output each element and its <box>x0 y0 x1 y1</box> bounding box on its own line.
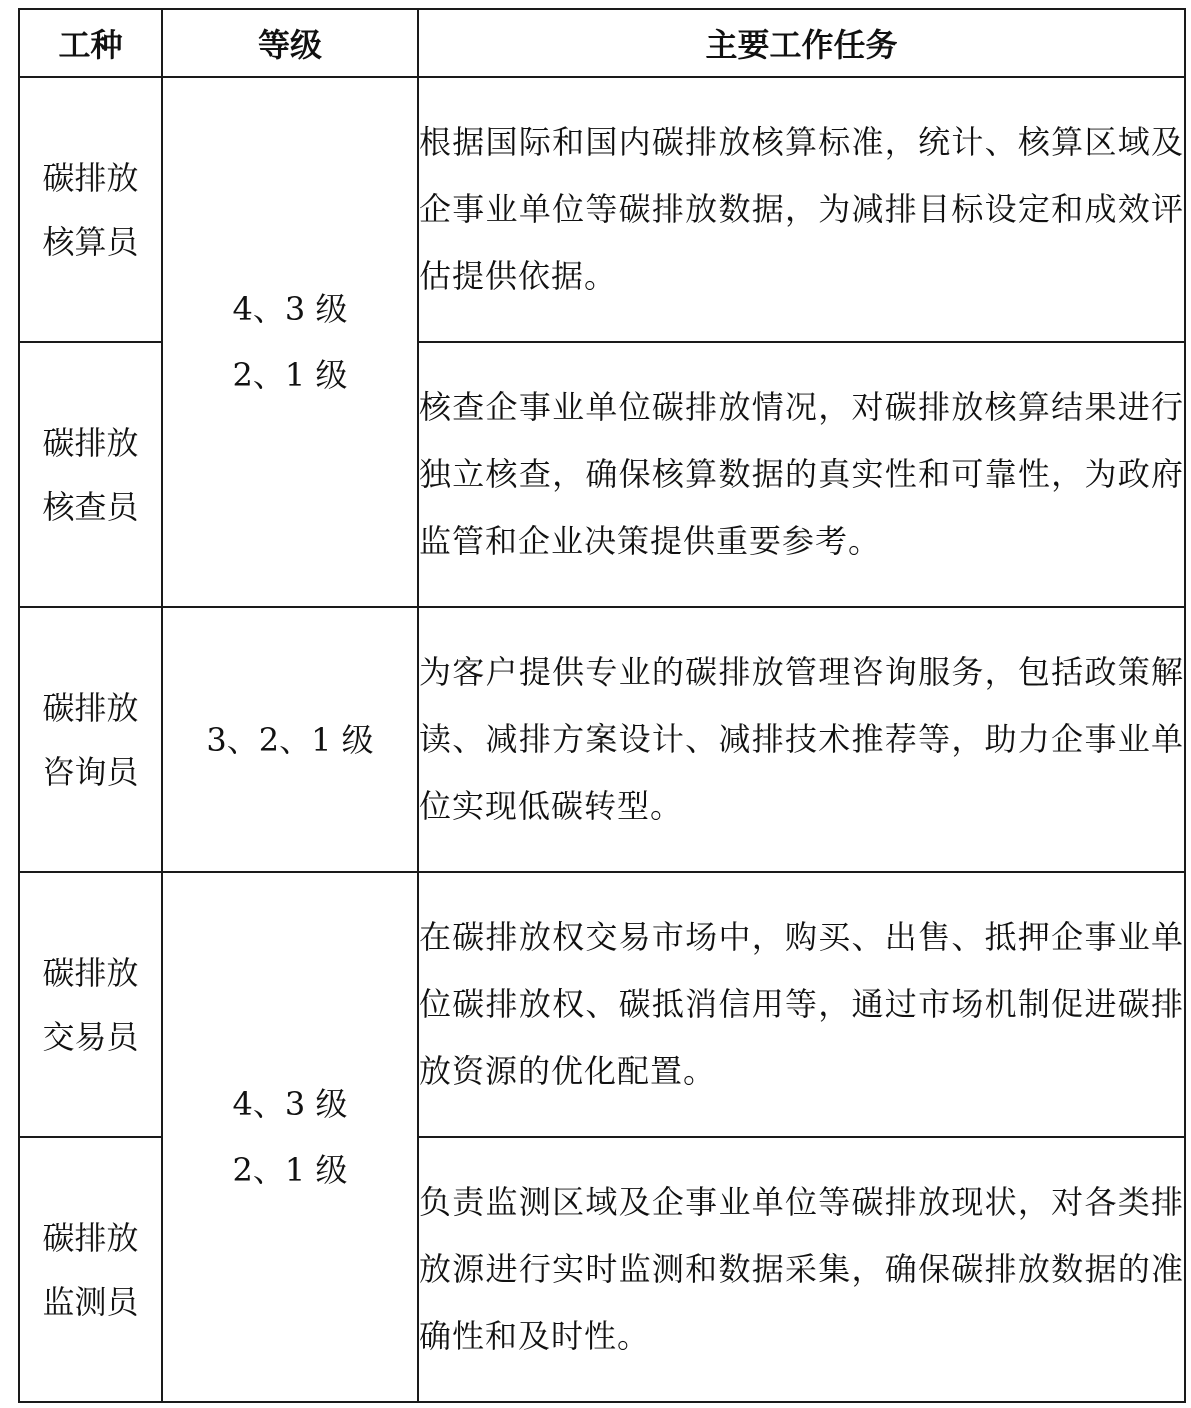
level-cell <box>162 77 418 607</box>
header-tasks: 主要工作任务 <box>418 9 1185 77</box>
job-name-cell <box>19 342 162 607</box>
header-row <box>19 9 1185 77</box>
job-name: 碳排放咨询员 <box>42 688 139 791</box>
job-name: 碳排放核查员 <box>42 423 139 526</box>
task-text: 核查企事业单位碳排放情况，对碳排放核算结果进行独立核查，确保核算数据的真实性和可靠性，为政府监管和企业决策提供重要参考。 <box>419 388 1184 560</box>
level-line: 4、3 级 <box>232 290 348 328</box>
job-name-cell <box>19 77 162 342</box>
level-cell <box>162 607 418 872</box>
task-text: 为客户提供专业的碳排放管理咨询服务，包括政策解读、减排方案设计、减排技术推荐等，助力企事业单位实现低碳转型。 <box>419 653 1184 825</box>
job-name-cell <box>19 1137 162 1402</box>
table-row <box>19 77 1185 342</box>
task-cell <box>418 342 1185 607</box>
task-text: 根据国际和国内碳排放核算标准，统计、核算区域及企事业单位等碳排放数据，为减排目标设定和成效评估提供依据。 <box>419 123 1184 295</box>
carbon-job-table <box>18 8 1186 1403</box>
header-job: 工种 <box>19 9 162 77</box>
job-name-cell <box>19 607 162 872</box>
task-cell <box>418 872 1185 1137</box>
task-text: 在碳排放权交易市场中，购买、出售、抵押企事业单位碳排放权、碳抵消信用等，通过市场机制促进碳排放资源的优化配置。 <box>419 918 1184 1090</box>
task-text: 负责监测区域及企事业单位等碳排放现状，对各类排放源进行实时监测和数据采集，确保碳排放数据的准确性和及时性。 <box>419 1183 1184 1355</box>
job-name: 碳排放交易员 <box>42 953 139 1056</box>
level-line: 4、3 级 <box>232 1085 348 1123</box>
task-cell <box>418 607 1185 872</box>
level-line: 3、2、1 级 <box>206 720 374 759</box>
job-name: 碳排放监测员 <box>42 1218 139 1321</box>
task-cell <box>418 1137 1185 1402</box>
job-name-cell <box>19 872 162 1137</box>
table-row <box>19 607 1185 872</box>
task-cell <box>418 77 1185 342</box>
level-cell <box>162 872 418 1402</box>
table-row <box>19 872 1185 1137</box>
job-name: 碳排放核算员 <box>42 158 139 261</box>
level-line: 2、1 级 <box>232 1151 348 1189</box>
level-line: 2、1 级 <box>232 356 348 394</box>
header-level: 等级 <box>162 9 418 77</box>
